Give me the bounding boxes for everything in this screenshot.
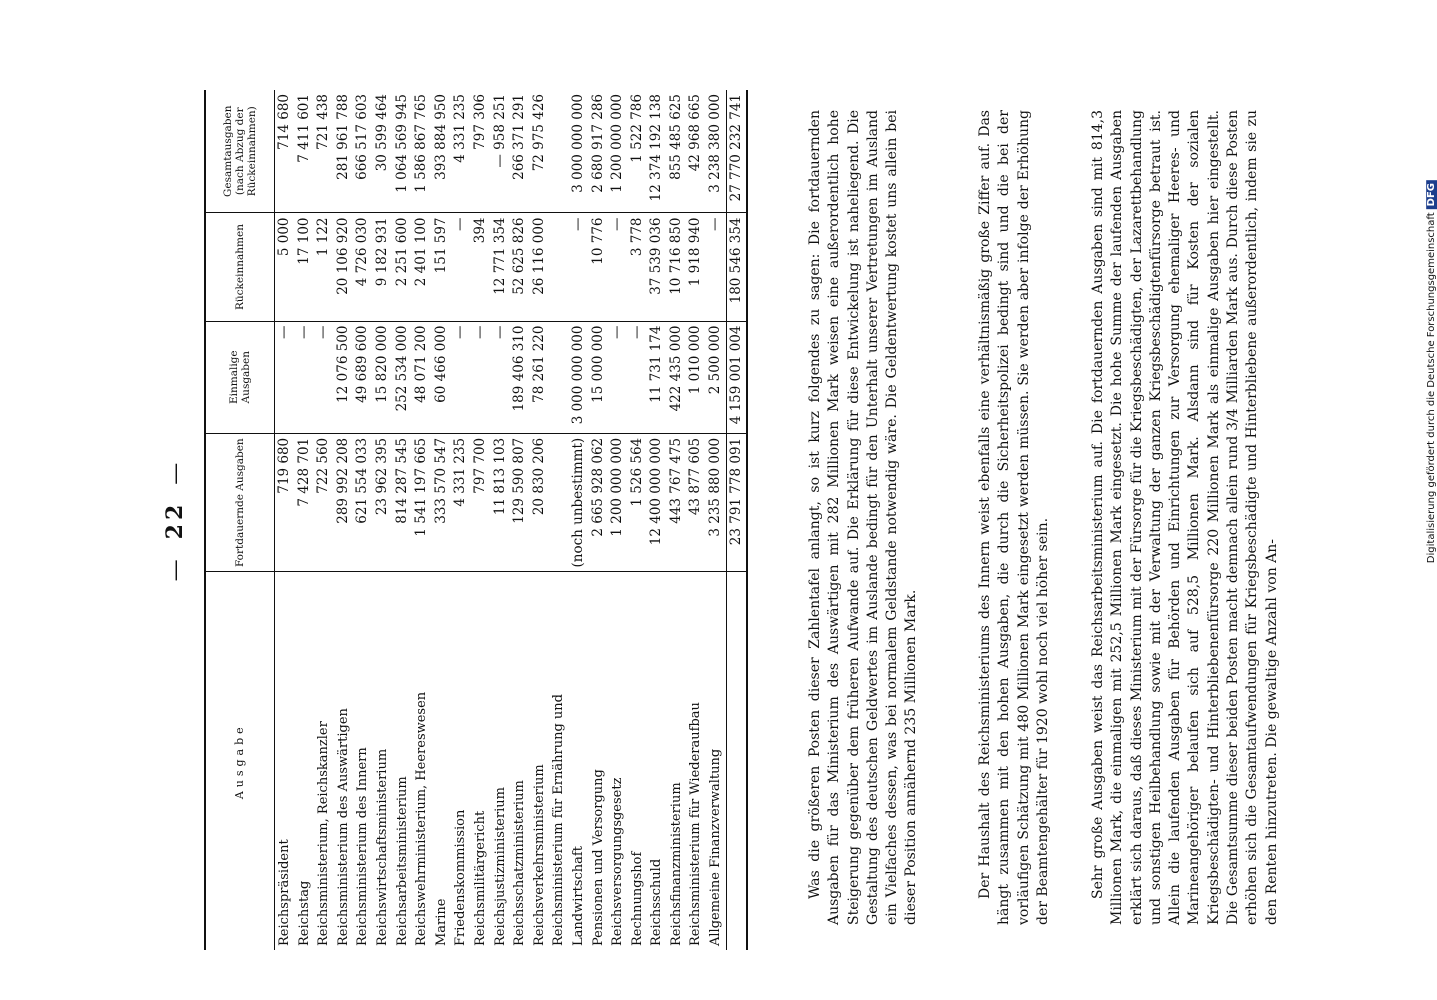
cell-rueck: — [451, 213, 471, 321]
cell-einmalige [549, 321, 569, 433]
cell-rueck: 20 106 920 [334, 213, 354, 321]
cell-fortdauernde: 3 235 880 000 [706, 433, 726, 572]
cell-einmalige: 60 466 000 [432, 321, 452, 433]
cell-fortdauernde: 719 680 [275, 433, 295, 572]
cell-einmalige: 2 500 000 [706, 321, 726, 433]
cell-gesamt: 666 517 603 [353, 90, 373, 213]
table-row [432, 90, 452, 950]
cell-gesamt: 1 200 000 000 [608, 90, 628, 213]
table-body [275, 90, 748, 950]
cell-einmalige: — [275, 321, 295, 433]
table-row [412, 90, 432, 950]
cell-fortdauernde: 797 700 [471, 433, 491, 572]
row-label: Reichsministerium des Innern [355, 747, 371, 946]
cell-einmalige: 3 000 000 000 [569, 321, 589, 433]
row-label: Reichswirtschaftsministerium [374, 748, 390, 946]
cell-rueck: 9 182 931 [373, 213, 393, 321]
row-label: Reichsmilitärgericht [472, 810, 488, 946]
cell-rueck: 26 116 000 [530, 213, 550, 321]
table-row [491, 90, 511, 950]
row-label: Reichsministerium für Wiederaufbau [688, 702, 704, 946]
row-label: Marine [433, 898, 449, 946]
table-row [334, 90, 354, 950]
header-fortdauernde: Fortdauernde Ausgaben [205, 433, 275, 572]
table-row [373, 90, 393, 950]
cell-fortdauernde: 814 287 545 [393, 433, 413, 572]
cell-rueck: — [569, 213, 589, 321]
cell-einmalige: — [628, 321, 648, 433]
paragraph-innern: Der Haushalt des Reichsministeriums des Innern weist ebenfalls eine verhältnismäßig große Ziffer auf. Das hängt zusammen mit den hohen Ausgaben, die durch die Sicherheitspolizei bedingt sind und die bei der vorläufigen Schätzung mit 480 Millionen Mark eingesetzt werden müssen. Sie werden aber infolge der Erhöhung der Beamtengehälter für 1920 wohl noch viel höher sein. [977, 110, 1051, 925]
cell-einmalige: — [491, 321, 511, 433]
total-fortdauernde: 23 791 778 091 [726, 433, 747, 572]
table-row [686, 90, 706, 950]
cell-fortdauernde: 2 665 928 062 [589, 433, 609, 572]
row-label: Friedenskommission [453, 809, 469, 946]
cell-fortdauernde: 43 877 605 [686, 433, 706, 572]
cell-rueck: 10 716 850 [667, 213, 687, 321]
row-label: Reichsschuld [649, 858, 665, 946]
total-einmalige: 4 159 001 004 [726, 321, 747, 433]
cell-gesamt: 42 968 665 [686, 90, 706, 213]
cell-rueck: 151 597 [432, 213, 452, 321]
cell-einmalige: — [451, 321, 471, 433]
cell-fortdauernde: 7 428 701 [295, 433, 315, 572]
table-row [353, 90, 373, 950]
cell-gesamt: 7 411 601 [295, 90, 315, 213]
cell-rueck [549, 213, 569, 321]
cell-rueck: 12 771 354 [491, 213, 511, 321]
cell-fortdauernde [549, 433, 569, 572]
cell-fortdauernde: 11 813 103 [491, 433, 511, 572]
table-row [314, 90, 334, 950]
cell-gesamt: 12 374 192 138 [647, 90, 667, 213]
page-number-value: 22 [162, 500, 188, 540]
cell-gesamt: 1 586 867 765 [412, 90, 432, 213]
row-label: Reichstag [296, 880, 312, 946]
row-label: Reichspräsident [277, 839, 292, 946]
cell-einmalige: — [295, 321, 315, 433]
cell-rueck: 37 539 036 [647, 213, 667, 321]
budget-table [204, 90, 748, 950]
row-label: Reichsfinanzministerium [668, 782, 684, 946]
cell-gesamt: 714 680 [275, 90, 295, 213]
cell-fortdauernde: 4 331 235 [451, 433, 471, 572]
table-row [549, 90, 569, 950]
cell-rueck: 5 000 [275, 213, 295, 321]
cell-fortdauernde: 12 400 000 000 [647, 433, 667, 572]
row-label: Reichswehrministerium, Heereswesen [414, 691, 430, 946]
row-label: Reichsjustizministerium [492, 787, 508, 946]
cell-fortdauernde: 621 554 033 [353, 433, 373, 572]
cell-gesamt [549, 90, 569, 213]
table-total-row [726, 90, 747, 950]
row-label: Landwirtschaft [570, 846, 586, 946]
row-label: Allgemeine Finanzverwaltung [708, 748, 724, 946]
page-number: —22— [162, 458, 188, 582]
cell-einmalige: — [314, 321, 334, 433]
cell-gesamt: 266 371 291 [510, 90, 530, 213]
table-row [667, 90, 687, 950]
cell-einmalige: 189 406 310 [510, 321, 530, 433]
cell-fortdauernde: 23 962 395 [373, 433, 393, 572]
header-rueckeinnahmen: Rückeinnahmen [205, 213, 275, 321]
row-label: Reichsarbeitsministerium [394, 776, 410, 946]
cell-rueck: 394 [471, 213, 491, 321]
row-label: Pensionen und Versorgung [590, 769, 606, 946]
cell-fortdauernde: 1 200 000 000 [608, 433, 628, 572]
row-label: Reichsministerium des Auswärtigen [335, 708, 351, 946]
cell-rueck: 52 625 826 [510, 213, 530, 321]
row-label: Reichsschatzministerium [512, 780, 528, 946]
cell-einmalige: — [608, 321, 628, 433]
table-row [451, 90, 471, 950]
cell-rueck: 4 726 030 [353, 213, 373, 321]
table-header-row [205, 90, 275, 950]
cell-rueck: — [608, 213, 628, 321]
cell-einmalige: — [471, 321, 491, 433]
cell-rueck: 1 918 940 [686, 213, 706, 321]
footer-text: Digitalisierung gefördert durch die Deutsche Forschungsgemeinschaft [1426, 212, 1437, 564]
total-rueck: 180 546 354 [726, 213, 747, 321]
row-label: Reichsministerium, Reichskanzler [316, 721, 332, 946]
table-row [510, 90, 530, 950]
cell-fortdauernde: 722 560 [314, 433, 334, 572]
cell-fortdauernde: 443 767 475 [667, 433, 687, 572]
cell-rueck: 10 776 [589, 213, 609, 321]
table-row [647, 90, 667, 950]
total-gesamt: 27 770 232 741 [726, 90, 747, 213]
cell-gesamt: 3 238 380 000 [706, 90, 726, 213]
cell-rueck: 17 100 [295, 213, 315, 321]
table-row [275, 90, 295, 950]
table-row [393, 90, 413, 950]
table-row [530, 90, 550, 950]
paragraph-arbeitsministerium: Sehr große Ausgaben weist das Reichsarbeitsministerium auf. Die fortdauernden Ausgaben sind mit 814,3 Millionen Mark, die einmaligen mit 252,5 Millionen Mark eingesetzt. Die hohe Summe der laufenden Ausgaben erklärt sich daraus, daß dieses Ministerium mit der Fürsorge für die Kriegsbeschädigten, der Lazarettbehandlung und sonstigen Heilbehandlung sowie mit der Verwaltung der ganzen Kriegsbeschädigtenfürsorge betraut ist. Allein die laufenden Ausgaben für Behörden und Einrichtungen zur Versorgung ehemaliger Heeres- und Marineangehöriger belaufen sich auf 528,5 Millionen Mark. Alsdann sind für Kosten der sozialen Kriegsbeschädigten- und Hinterbliebenenfürsorge 220 Millionen Mark als einmalige Ausgaben hier eingestellt. Die Gesamtsumme dieser beiden Posten macht demnach allein rund 3/4 Milliarden Mark aus. Durch diese Posten erhöhen sich die Gesamtaufwendungen für Kriegsbeschädigte und Hinterbliebene außerordentlich, indem sie zu den Renten hinzutreten. Die gewaltige Anzahl von An- [1090, 110, 1280, 925]
cell-einmalige: 1 010 000 [686, 321, 706, 433]
cell-gesamt: 281 961 788 [334, 90, 354, 213]
cell-rueck: — [706, 213, 726, 321]
cell-gesamt: 855 485 625 [667, 90, 687, 213]
cell-fortdauernde: 1 526 564 [628, 433, 648, 572]
cell-gesamt: 1 522 786 [628, 90, 648, 213]
cell-einmalige: 48 071 200 [412, 321, 432, 433]
table-row [295, 90, 315, 950]
row-label: Reichsministerium für Ernährung und [551, 694, 567, 946]
cell-gesamt: 72 975 426 [530, 90, 550, 213]
header-ausgabe: Ausgabe [205, 572, 275, 950]
cell-gesamt: 393 884 950 [432, 90, 452, 213]
cell-gesamt: — 958 251 [491, 90, 511, 213]
cell-gesamt: 3 000 000 000 [569, 90, 589, 213]
cell-einmalige: 11 731 174 [647, 321, 667, 433]
cell-einmalige: 15 820 000 [373, 321, 393, 433]
cell-gesamt: 4 331 235 [451, 90, 471, 213]
table-row [589, 90, 609, 950]
cell-fortdauernde: 129 590 807 [510, 433, 530, 572]
cell-gesamt: 1 064 569 945 [393, 90, 413, 213]
cell-fortdauernde: (noch unbestimmt) [569, 433, 589, 572]
table-row [628, 90, 648, 950]
cell-gesamt: 721 438 [314, 90, 334, 213]
digitization-footer [1426, 180, 1437, 563]
table-row [471, 90, 491, 950]
cell-einmalige: 49 689 600 [353, 321, 373, 433]
rotated-page [140, 80, 1300, 960]
cell-einmalige: 422 435 000 [667, 321, 687, 433]
cell-gesamt: 2 680 917 286 [589, 90, 609, 213]
cell-einmalige: 15 000 000 [589, 321, 609, 433]
row-label: Reichsverkehrsministerium [531, 764, 547, 946]
row-label: Reichsversorgungsgesetz [610, 777, 626, 946]
cell-fortdauernde: 333 570 547 [432, 433, 452, 572]
total-label-cell [726, 572, 747, 950]
cell-rueck: 2 251 600 [393, 213, 413, 321]
cell-gesamt: 30 599 464 [373, 90, 393, 213]
table-row [569, 90, 589, 950]
cell-rueck: 3 778 [628, 213, 648, 321]
paragraph-auswaertiges: Was die größeren Posten dieser Zahlentafel anlangt, so ist kurz folgendes zu sagen: Die fortdauernden Ausgaben für das Ministerium des Auswärtigen mit 282 Millionen Mark weisen eine außerordentlich hohe Steigerung gegenüber dem früheren Aufwande auf. Die Erklärung für diese Entwickelung ist naheliegend. Die Gestaltung des deutschen Geldwertes im Auslande bedingt für den Unterhalt unserer Vertretungen im Ausland ein Vielfaches dessen, was bei normalem Geldstande notwendig wäre. Die Geldentwertung kostet uns allein bei dieser Position annähernd 235 Millionen Mark. [807, 110, 920, 925]
cell-fortdauernde: 1 541 197 665 [412, 433, 432, 572]
header-einmalige: Einmalige Ausgaben [205, 321, 275, 433]
header-gesamt: Gesamtausgaben (nach Abzug der Rückeinnahmen) [205, 90, 275, 213]
dfg-logo: DFG [1426, 180, 1437, 209]
cell-einmalige: 78 261 220 [530, 321, 550, 433]
cell-gesamt: 797 306 [471, 90, 491, 213]
cell-rueck: 2 401 100 [412, 213, 432, 321]
cell-einmalige: 252 534 000 [393, 321, 413, 433]
cell-einmalige: 12 076 500 [334, 321, 354, 433]
cell-fortdauernde: 289 992 208 [334, 433, 354, 572]
cell-rueck: 1 122 [314, 213, 334, 321]
cell-fortdauernde: 20 830 206 [530, 433, 550, 572]
row-label: Rechnungshof [629, 851, 645, 946]
table-row [608, 90, 628, 950]
table-row [706, 90, 726, 950]
